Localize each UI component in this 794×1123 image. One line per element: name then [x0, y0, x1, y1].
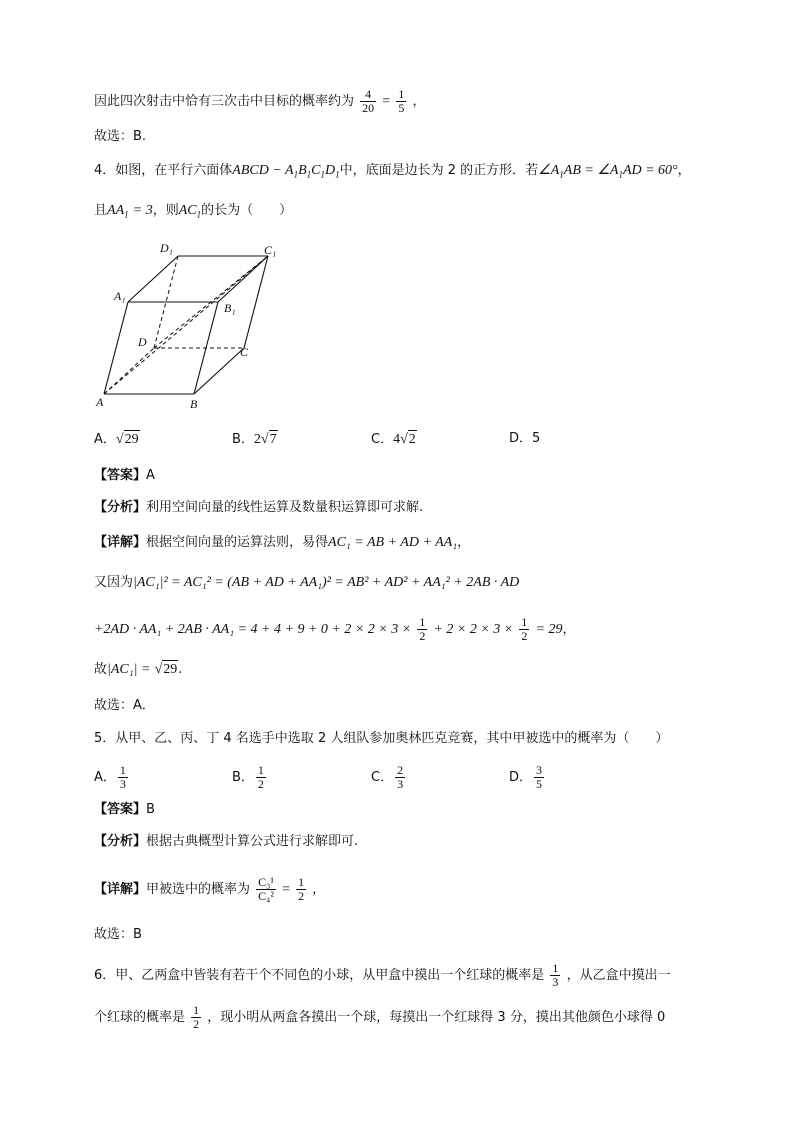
vertex-label: C — [240, 345, 249, 359]
vertex-label: D — [138, 335, 147, 349]
option-a: A． $\frac{1}{3}$ — [94, 763, 126, 791]
fraction: $\frac{4}{20}$ — [362, 87, 375, 115]
vertex-label: A₁ — [114, 289, 126, 303]
text-line: 因此四次射击中恰有三次击中目标的概率约为 $\frac{4}{20}$ = $\frac{1}{5}$ ， — [94, 87, 426, 115]
option-b: B． $\frac{1}{2}$ — [232, 763, 264, 791]
analysis-line: 【分析】根据古典概型计算公式进行求解即可. — [94, 834, 359, 849]
option-a: A．√29 — [94, 432, 139, 447]
answer-line: 【答案】A — [94, 468, 155, 483]
fraction: $\frac{1}{5}$ — [398, 87, 405, 115]
equation-line-2: +2AD · AA₁ + 2AB · AA₁ = 4 + 4 + 9 + 0 + 2 × 2 × 3 × $\frac{1}{2}$ + 2 × 2 × 3 × $\frac{1}{2}$ = 29， — [94, 615, 576, 643]
answer-line: 【答案】B — [94, 802, 155, 817]
question-5: 5．从甲、乙、丙、丁 4 名选手中选取 2 人组队参加奥林匹克竞赛，其中甲被选中的概率为（ ） — [94, 731, 669, 746]
vertex-label: B₁ — [224, 301, 236, 315]
vertex-label: A — [96, 395, 104, 409]
answer-select-line: 故选：A． — [94, 698, 155, 713]
analysis-line: 【分析】利用空间向量的线性运算及数量积运算即可求解. — [94, 500, 424, 515]
vertex-label: D₁ — [160, 241, 173, 255]
vertex-label: C₁ — [264, 243, 277, 257]
option-d: D． $\frac{3}{5}$ — [509, 763, 543, 791]
vertex-label: B — [190, 397, 198, 411]
question-6: 6．甲、乙两盒中皆装有若干个不同色的小球，从甲盒中摸出一个红球的概率是 $\frac{1}{3}$ ，从乙盒中摸出一 — [94, 961, 671, 989]
detail-line: 【详解】根据空间向量的运算法则，易得AC₁ = AB + AD + AA₁， — [94, 535, 471, 550]
equation-line-1: 又因为|AC₁|² = AC₁² = (AB + AD + AA₁)² = AB² + AD² + AA₁² + 2AB · AD — [94, 575, 520, 590]
question-6-cont: 个红球的概率是 $\frac{1}{2}$ ，现小明从两盒各摸出一个球，每摸出一个红球得 3 分，摸出其他颜色小球得 0 — [94, 1003, 666, 1031]
option-c: C．4√2 — [371, 432, 416, 447]
parallelepiped-figure — [94, 236, 294, 414]
question-4-cont: 且$AA_1 = 3$，则$AC_1$的长为（ ） — [94, 203, 293, 220]
detail-line: 【详解】甲被选中的概率为 $\frac{\text{C₃¹}}{\text{C₄²}}$ = $\frac{1}{2}$ ， — [94, 875, 326, 903]
option-b: B．2√7 — [232, 432, 277, 447]
answer-select-line: 故选：B. — [94, 129, 147, 144]
answer-select-line: 故选：B — [94, 927, 142, 942]
equation-line-3: 故|AC₁| = √29. — [94, 662, 183, 677]
option-c: C． $\frac{2}{3}$ — [371, 763, 404, 791]
option-d: D．5 — [509, 431, 541, 446]
question-4: 4．如图，在平行六面体ABCD − $A_1B_1C_1D_1$中，底面是边长为 2 的正方形．若$\angle A_1AB$ = $\angle A_1AD = 60^\circ$， — [94, 163, 691, 180]
